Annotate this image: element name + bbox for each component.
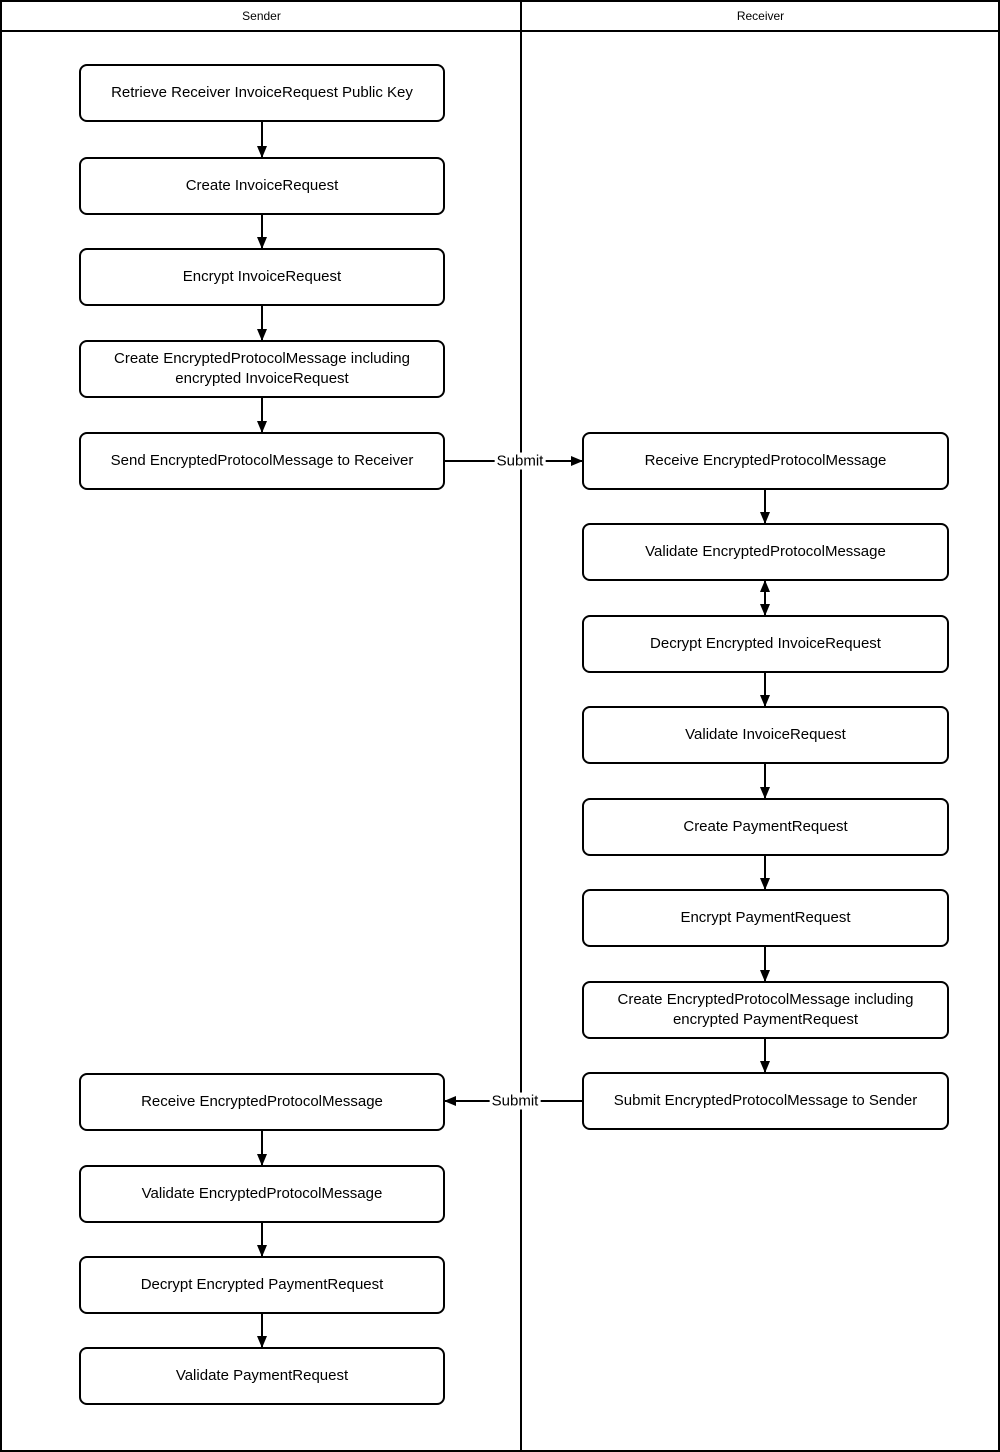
step-label: Receive EncryptedProtocolMessage (141, 1092, 383, 1110)
step-retrieve-receiver-public-key (79, 64, 445, 122)
submit-to-receiver-label: Submit (496, 452, 544, 470)
step-submit-encryptedprotocolmessage-to-sender (582, 1072, 949, 1130)
step-label: Validate EncryptedProtocolMessage (141, 1184, 383, 1202)
lane-header-receiver (521, 2, 1000, 32)
step-create-invoicerequest (79, 157, 445, 215)
step-label: Submit EncryptedProtocolMessage to Sender (613, 1091, 918, 1109)
step-encrypt-paymentrequest (582, 889, 949, 947)
lane-header-sender (2, 2, 521, 32)
step-label: Receive EncryptedProtocolMessage (644, 451, 887, 469)
step-label: Create PaymentRequest (683, 817, 848, 835)
step-receiver-receive-encryptedprotocolmessage (582, 432, 949, 490)
step-decrypt-encrypted-paymentrequest (79, 1256, 445, 1314)
step-create-paymentrequest (582, 798, 949, 856)
lane-header-receiver-label: Receiver (736, 9, 785, 23)
step-encrypt-invoicerequest (79, 248, 445, 306)
step-decrypt-encrypted-invoicerequest (582, 615, 949, 673)
step-validate-paymentrequest (79, 1347, 445, 1405)
step-label: Encrypt InvoiceRequest (182, 267, 342, 285)
step-label: Encrypt PaymentRequest (680, 908, 851, 926)
step-label: Validate PaymentRequest (175, 1366, 349, 1384)
step-sender-receive-encryptedprotocolmessage (79, 1073, 445, 1131)
step-label: Create EncryptedProtocolMessage including encrypted InvoiceRequest (114, 349, 410, 387)
step-create-encryptedprotocolmessage-invoicerequest (79, 340, 445, 398)
step-create-encryptedprotocolmessage-paymentrequest (582, 981, 949, 1039)
step-label: Decrypt Encrypted InvoiceRequest (650, 634, 881, 652)
step-label: Decrypt Encrypted PaymentRequest (140, 1275, 384, 1293)
step-label: Validate InvoiceRequest (685, 725, 846, 743)
step-label: Create EncryptedProtocolMessage including encrypted PaymentRequest (617, 990, 914, 1028)
step-sender-validate-encryptedprotocolmessage (79, 1165, 445, 1223)
step-label: Validate EncryptedProtocolMessage (645, 542, 886, 560)
lane-header-sender-label: Sender (242, 9, 281, 23)
lane-divider (520, 2, 522, 1450)
step-label: Send EncryptedProtocolMessage to Receiver (110, 451, 414, 469)
step-label: Create InvoiceRequest (185, 176, 339, 194)
step-validate-invoicerequest (582, 706, 949, 764)
submit-to-sender-label: Submit (491, 1092, 539, 1110)
step-receiver-validate-encryptedprotocolmessage (582, 523, 949, 581)
step-label: Retrieve Receiver InvoiceRequest Public Key (111, 83, 413, 101)
step-send-encryptedprotocolmessage-to-receiver (79, 432, 445, 490)
